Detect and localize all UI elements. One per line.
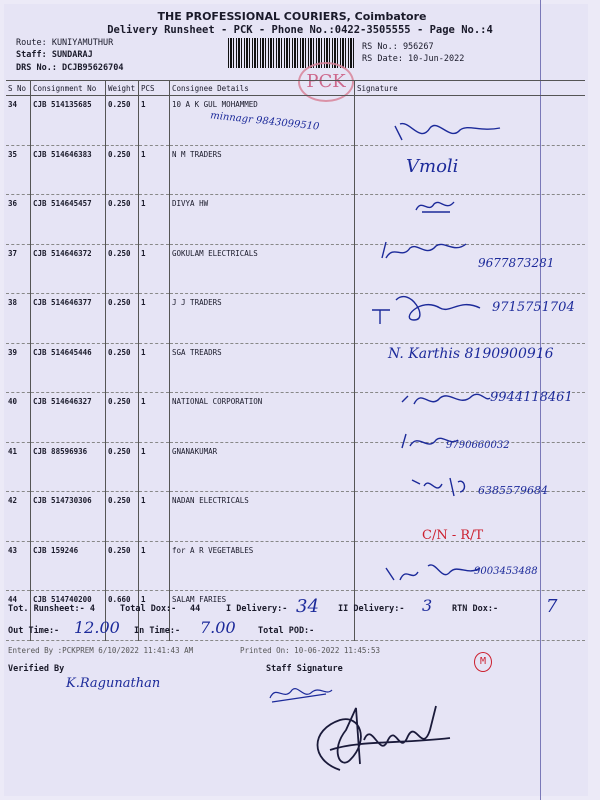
row-weight: 0.250 (106, 492, 139, 542)
row-consignee: for A R VEGETABLES (170, 541, 355, 591)
rtn-dox-label: RTN Dox:- (452, 604, 499, 614)
table-row (6, 492, 585, 542)
row-signature-cell (355, 145, 586, 195)
signature-38 (370, 290, 490, 330)
rs-number: RS No.: 956267 (362, 42, 434, 52)
row-weight: 0.250 (106, 442, 139, 492)
row-weight: 0.250 (106, 294, 139, 344)
staff-large-signature (300, 700, 460, 780)
row-weight: 0.660 (106, 591, 139, 641)
staff: Staff: SUNDARAJ (16, 50, 93, 60)
row-consignee: SGA TREADRS (170, 343, 355, 393)
row-pcs: 1 (139, 195, 170, 245)
row-weight: 0.250 (106, 393, 139, 443)
company-title: THE PROFESSIONAL COURIERS, Coimbatore (157, 10, 427, 23)
handwritten-phone-41: 9790660032 (446, 440, 510, 451)
row-weight: 0.250 (106, 145, 139, 195)
row-weight: 0.250 (106, 244, 139, 294)
row-sno: 42 (6, 492, 31, 542)
row-pcs: 1 (139, 294, 170, 344)
row-sno: 40 (6, 393, 31, 443)
col-consignment: Consignment No (31, 81, 106, 96)
handwritten-phone-44: 9003453488 (474, 566, 538, 577)
row-pcs: 1 (139, 343, 170, 393)
total-dox: 44 (190, 604, 201, 614)
rtn-dox: 7 (546, 596, 558, 617)
col-sno: S No (6, 81, 31, 96)
verified-by-signature: K.Ragunathan (66, 676, 161, 691)
row-sno: 39 (6, 343, 31, 393)
handwritten-phone-39: N. Karthis 8190900916 (388, 346, 554, 362)
col-weight: Weight (106, 81, 139, 96)
out-time-label: Out Time:- (8, 626, 60, 636)
pck-stamp: PCK (298, 62, 354, 102)
col-pcs: PCS (139, 81, 170, 96)
return-mark-43: C/N - R/T (422, 528, 484, 543)
row-consignee: SALAM FARIES (170, 591, 355, 641)
row-sno: 44 (6, 591, 31, 641)
row-consignment: CJB 159246 (31, 541, 106, 591)
row-consignee: NADAN ELECTRICALS (170, 492, 355, 542)
in-time-label: In Time:- (134, 626, 181, 636)
row-weight: 0.250 (106, 195, 139, 245)
handwritten-phone-42: 6385579684 (478, 484, 548, 497)
row-consignee: 10 A K GUL MOHAMMED (170, 96, 355, 146)
row-consignment: CJB 514135685 (31, 96, 106, 146)
table-row (6, 145, 585, 195)
row-consignment: CJB 514645457 (31, 195, 106, 245)
row-consignment: CJB 514646383 (31, 145, 106, 195)
row-consignment: CJB 514645446 (31, 343, 106, 393)
row-pcs: 1 (139, 442, 170, 492)
row-consignment: CJB 514646327 (31, 393, 106, 443)
col-signature: Signature (355, 81, 586, 96)
total-pod-label: Total POD:- (258, 626, 315, 636)
row-sno: 34 (6, 96, 31, 146)
handwritten-note-34: minnagr 9843099510 (209, 110, 320, 133)
row-pcs: 1 (139, 541, 170, 591)
row-consignment: CJB 514730306 (31, 492, 106, 542)
row-sno: 43 (6, 541, 31, 591)
printed-on: Printed On: 10-06-2022 11:45:53 (240, 646, 380, 655)
i-delivery: 34 (296, 596, 319, 617)
m-circle-mark: M (474, 652, 492, 672)
rs-date: RS Date: 10-Jun-2022 (362, 54, 465, 64)
runsheet-subtitle: Delivery Runsheet - PCK - Phone No.:0422-3505555 - Page No.:4 (107, 24, 493, 36)
row-weight: 0.250 (106, 96, 139, 146)
row-weight: 0.250 (106, 343, 139, 393)
row-consignment: CJB 514740200 (31, 591, 106, 641)
row-weight: 0.250 (106, 541, 139, 591)
handwritten-phone-38: 9715751704 (492, 300, 575, 315)
tot-runsheet: Tot. Runsheet:- 4 (8, 604, 95, 614)
row-signature-cell (355, 195, 586, 245)
row-consignee: J J TRADERS (170, 294, 355, 344)
in-time: 7.00 (200, 618, 236, 637)
row-pcs: 1 (139, 492, 170, 542)
signature-42 (410, 474, 470, 500)
row-sno: 36 (6, 195, 31, 245)
signature-36 (414, 196, 464, 216)
row-consignee: NATIONAL CORPORATION (170, 393, 355, 443)
drs-number: DRS No.: DCJB95626704 (16, 63, 124, 73)
signature-40 (400, 388, 492, 412)
row-consignee: GOKULAM ELECTRICALS (170, 244, 355, 294)
row-consignee: DIVYA HW (170, 195, 355, 245)
row-sno: 37 (6, 244, 31, 294)
verified-by-label: Verified By (8, 664, 65, 674)
row-consignee: GNANAKUMAR (170, 442, 355, 492)
row-pcs: 1 (139, 591, 170, 641)
row-sno: 41 (6, 442, 31, 492)
table-row (6, 195, 585, 245)
i-delivery-label: I Delivery:- (226, 604, 288, 614)
row-sno: 38 (6, 294, 31, 344)
signature-44 (384, 560, 484, 586)
row-sno: 35 (6, 145, 31, 195)
col-consignee: Consignee Details (170, 81, 355, 96)
row-consignment: CJB 88596936 (31, 442, 106, 492)
row-consignee: N M TRADERS (170, 145, 355, 195)
signature-34 (390, 118, 510, 148)
ii-delivery-label: II Delivery:- (338, 604, 405, 614)
row-consignment: CJB 514646372 (31, 244, 106, 294)
ii-delivery: 3 (422, 596, 433, 615)
row-pcs: 1 (139, 96, 170, 146)
signature-35: Vmoli (406, 156, 459, 177)
signature-37 (380, 238, 470, 264)
handwritten-phone-40: 9944118461 (490, 390, 573, 405)
out-time: 12.00 (74, 618, 120, 637)
route: Route: KUNIYAMUTHUR (16, 38, 114, 48)
total-dox-label: Total Dox:- (120, 604, 177, 614)
row-pcs: 1 (139, 145, 170, 195)
handwritten-phone-37: 9677873281 (478, 256, 555, 270)
row-pcs: 1 (139, 244, 170, 294)
staff-signature-label: Staff Signature (266, 664, 343, 674)
row-pcs: 1 (139, 393, 170, 443)
entered-by: Entered By :PCKPREM 6/10/2022 11:41:43 AM (8, 646, 194, 655)
table-header-row (6, 81, 585, 96)
row-consignment: CJB 514646377 (31, 294, 106, 344)
